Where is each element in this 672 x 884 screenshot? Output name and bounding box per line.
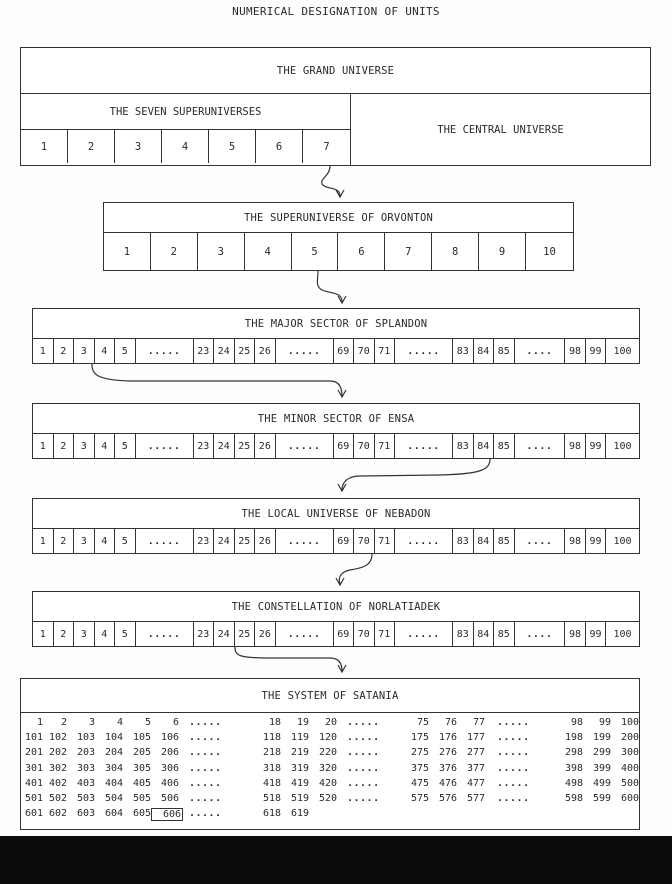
- unit-cell: 71: [375, 622, 396, 646]
- orvonton-cell-2: 2: [151, 233, 198, 270]
- unit-cell: 69: [334, 339, 355, 363]
- unit-cell: 99: [586, 339, 607, 363]
- major-sector-title: THE MAJOR SECTOR OF SPLANDON: [33, 309, 639, 339]
- unit-cell: 26: [255, 339, 276, 363]
- system-number: 4: [116, 717, 123, 728]
- system-number: 403: [76, 777, 95, 789]
- system-number: 20: [324, 717, 337, 728]
- unit-cell: 4: [95, 434, 116, 458]
- arrow-superuniverse-7: [322, 166, 340, 196]
- system-ellipsis: .....: [347, 777, 380, 789]
- system-number: 604: [104, 808, 123, 820]
- unit-cell: 85: [494, 339, 515, 363]
- system-number: 401: [24, 777, 43, 789]
- superuniverse-cell-7: 7: [323, 140, 330, 153]
- system-number: 275: [410, 747, 429, 759]
- system-ellipsis: .....: [497, 762, 530, 774]
- major-sector-box: [32, 308, 640, 364]
- system-number: 503: [76, 793, 95, 804]
- orvonton-cell-10: 10: [543, 245, 556, 258]
- system-number: 375: [410, 762, 429, 774]
- system-number: 198: [564, 732, 583, 744]
- system-number: 376: [438, 762, 457, 774]
- system-box: [20, 678, 640, 830]
- system-number: 3: [88, 717, 95, 728]
- system-number: 477: [466, 777, 485, 789]
- orvonton-cell-8: 8: [432, 233, 479, 270]
- unit-cell: 70: [354, 529, 375, 553]
- system-number: 600: [620, 793, 639, 804]
- arrow-head-1: [336, 190, 344, 197]
- system-number: 520: [318, 793, 337, 804]
- unit-cell: 83: [453, 529, 474, 553]
- system-number: 400: [620, 762, 639, 774]
- arrow-head-3: [338, 390, 346, 397]
- system-ellipsis: .....: [189, 793, 222, 804]
- superuniverse-cell-4: 4: [162, 130, 209, 163]
- unit-cell: 25: [235, 434, 256, 458]
- system-number: 301: [24, 762, 43, 774]
- ellipsis-cell: ....: [515, 529, 566, 553]
- arrow-head-5: [336, 578, 344, 585]
- orvonton-cell-7: 7: [385, 233, 432, 270]
- system-number: 319: [290, 762, 309, 774]
- unit-cell: 84: [474, 529, 495, 553]
- system-ellipsis: .....: [497, 777, 530, 789]
- unit-cell: 71: [375, 434, 396, 458]
- system-number: 499: [592, 777, 611, 789]
- orvonton-cell-4: 4: [245, 233, 292, 270]
- system-number: 119: [290, 732, 309, 744]
- unit-cell: 100: [613, 535, 632, 547]
- unit-cell: 99: [586, 529, 607, 553]
- unit-cell: 24: [214, 529, 235, 553]
- system-number: 206: [160, 747, 179, 759]
- system-number: 302: [48, 762, 67, 774]
- system-ellipsis: .....: [347, 793, 380, 804]
- system-number: 619: [290, 808, 309, 820]
- system-number: 306: [160, 762, 179, 774]
- superuniverses-section: [21, 94, 351, 165]
- system-number: 99: [598, 717, 611, 728]
- ellipsis-cell: .....: [395, 434, 453, 458]
- system-number: 505: [132, 793, 151, 804]
- superuniverses-row: [21, 130, 350, 163]
- system-ellipsis: .....: [189, 808, 222, 820]
- unit-cell: 70: [354, 339, 375, 363]
- unit-cell: 84: [474, 339, 495, 363]
- unit-cell: 69: [334, 434, 355, 458]
- ellipsis-cell: .....: [276, 622, 334, 646]
- central-universe-label: THE CENTRAL UNIVERSE: [437, 123, 564, 136]
- system-number: 398: [564, 762, 583, 774]
- unit-cell: 2: [54, 622, 75, 646]
- system-number: 599: [592, 793, 611, 804]
- constellation-title: THE CONSTELLATION OF NORLATIADEK: [33, 592, 639, 622]
- unit-cell: 4: [95, 622, 116, 646]
- system-number: 18: [268, 717, 281, 728]
- ellipsis-cell: .....: [395, 339, 453, 363]
- system-number: 406: [160, 777, 179, 789]
- system-number: 204: [104, 747, 123, 759]
- ellipsis-cell: .....: [276, 529, 334, 553]
- ellipsis-cell: .....: [136, 339, 194, 363]
- unit-cell: 4: [95, 339, 116, 363]
- orvonton-row: [104, 233, 573, 270]
- unit-cell: 23: [194, 529, 215, 553]
- system-ellipsis: .....: [189, 732, 222, 744]
- system-number: 418: [262, 777, 281, 789]
- ellipsis-cell: ....: [515, 339, 566, 363]
- system-number: 405: [132, 777, 151, 789]
- arrow-head-2: [338, 296, 346, 303]
- unit-cell: 85: [494, 529, 515, 553]
- local-universe-box: [32, 498, 640, 554]
- system-number: 501: [24, 793, 43, 804]
- system-number: 199: [592, 732, 611, 744]
- system-number: 175: [410, 732, 429, 744]
- unit-cell: 3: [74, 339, 95, 363]
- ellipsis-cell: .....: [395, 529, 453, 553]
- minor-sector-title: THE MINOR SECTOR OF ENSA: [33, 404, 639, 434]
- ellipsis-cell: .....: [136, 529, 194, 553]
- unit-cell: 23: [194, 622, 215, 646]
- arrow-head-6: [338, 665, 346, 672]
- arrow-orvonton-5: [317, 271, 342, 302]
- major-sector-row: [33, 339, 639, 363]
- orvonton-cell-5: 5: [292, 233, 339, 270]
- ellipsis-cell: .....: [136, 434, 194, 458]
- system-number: 104: [104, 732, 123, 744]
- unit-cell: 4: [95, 529, 116, 553]
- system-ellipsis: .....: [347, 732, 380, 744]
- unit-cell: 5: [115, 339, 136, 363]
- system-number: 177: [466, 732, 485, 744]
- unit-cell: 24: [214, 622, 235, 646]
- unit-cell: 23: [194, 339, 215, 363]
- unit-cell: 84: [474, 622, 495, 646]
- superuniverses-title: THE SEVEN SUPERUNIVERSES: [21, 94, 350, 130]
- system-ellipsis: .....: [497, 793, 530, 804]
- system-ellipsis: .....: [189, 762, 222, 774]
- system-number: 75: [416, 717, 429, 728]
- system-number: 575: [410, 793, 429, 804]
- unit-cell: 26: [255, 622, 276, 646]
- system-number: 201: [24, 747, 43, 759]
- unit-cell: 71: [375, 529, 396, 553]
- system-number: 100: [620, 717, 639, 728]
- unit-cell: 85: [494, 434, 515, 458]
- system-number: 118: [262, 732, 281, 744]
- unit-cell: 98: [565, 622, 586, 646]
- system-number: 498: [564, 777, 583, 789]
- system-number: 103: [76, 732, 95, 744]
- unit-cell: 99: [586, 622, 607, 646]
- system-number: 603: [76, 808, 95, 820]
- unit-cell: 71: [375, 339, 396, 363]
- arrow-head-4: [338, 484, 346, 491]
- system-number: 476: [438, 777, 457, 789]
- unit-cell: 100: [613, 440, 632, 452]
- unit-cell: 5: [115, 434, 136, 458]
- system-number: 303: [76, 762, 95, 774]
- system-number: 419: [290, 777, 309, 789]
- ellipsis-cell: ....: [515, 622, 566, 646]
- system-number: 500: [620, 777, 639, 789]
- system-number: 506: [160, 793, 179, 804]
- system-number: 220: [318, 747, 337, 759]
- system-ellipsis: .....: [497, 747, 530, 759]
- system-number: 504: [104, 793, 123, 804]
- system-ellipsis: .....: [347, 762, 380, 774]
- system-number: 105: [132, 732, 151, 744]
- system-number: 304: [104, 762, 123, 774]
- arrow-major-3: [92, 364, 342, 396]
- system-number: 300: [620, 747, 639, 759]
- unit-cell: 5: [115, 622, 136, 646]
- constellation-row: [33, 622, 639, 646]
- local-universe-title: THE LOCAL UNIVERSE OF NEBADON: [33, 499, 639, 529]
- highlighted-system-number: 606: [151, 808, 183, 821]
- system-number: 402: [48, 777, 67, 789]
- unit-cell: 23: [194, 434, 215, 458]
- unit-cell: 98: [565, 434, 586, 458]
- system-number: 318: [262, 762, 281, 774]
- unit-cell: 83: [453, 622, 474, 646]
- unit-cell: 99: [586, 434, 607, 458]
- ellipsis-cell: ....: [515, 434, 566, 458]
- unit-cell: 3: [74, 622, 95, 646]
- system-number: 404: [104, 777, 123, 789]
- unit-cell: 5: [115, 529, 136, 553]
- superuniverse-cell-3: 3: [115, 130, 162, 163]
- orvonton-cell-9: 9: [479, 233, 526, 270]
- system-number: 618: [262, 808, 281, 820]
- unit-cell: 24: [214, 434, 235, 458]
- system-number: 298: [564, 747, 583, 759]
- orvonton-cell-1: 1: [104, 233, 151, 270]
- unit-cell: 85: [494, 622, 515, 646]
- superuniverse-cell-6: 6: [256, 130, 303, 163]
- system-number: 420: [318, 777, 337, 789]
- unit-cell: 98: [565, 339, 586, 363]
- unit-cell: 3: [74, 434, 95, 458]
- system-number: 377: [466, 762, 485, 774]
- system-grid: [21, 713, 639, 829]
- arrow-const-24: [235, 647, 342, 671]
- system-ellipsis: .....: [189, 717, 222, 728]
- grand-universe-box: [20, 47, 651, 166]
- arrow-minor-84: [342, 459, 490, 490]
- unit-cell: 98: [565, 529, 586, 553]
- unit-cell: 25: [235, 339, 256, 363]
- minor-sector-box: [32, 403, 640, 459]
- system-number: 277: [466, 747, 485, 759]
- system-number: 320: [318, 762, 337, 774]
- unit-cell: 100: [613, 628, 632, 640]
- system-number: 305: [132, 762, 151, 774]
- system-number: 1: [36, 717, 43, 728]
- system-title: THE SYSTEM OF SATANIA: [21, 679, 639, 713]
- system-number: 605: [132, 808, 151, 820]
- system-number: 299: [592, 747, 611, 759]
- system-number: 601: [24, 808, 43, 820]
- local-universe-row: [33, 529, 639, 553]
- system-ellipsis: .....: [189, 747, 222, 759]
- unit-cell: 2: [54, 339, 75, 363]
- superuniverse-cell-2: 2: [68, 130, 115, 163]
- system-number: 502: [48, 793, 67, 804]
- system-number: 399: [592, 762, 611, 774]
- unit-cell: 69: [334, 529, 355, 553]
- system-number: 576: [438, 793, 457, 804]
- system-number: 98: [570, 717, 583, 728]
- unit-cell: 26: [255, 434, 276, 458]
- unit-cell: 83: [453, 339, 474, 363]
- superuniverse-cell-5: 5: [209, 130, 256, 163]
- system-ellipsis: .....: [497, 717, 530, 728]
- unit-cell: 83: [453, 434, 474, 458]
- black-bottom-band: [0, 836, 672, 884]
- system-number: 101: [24, 732, 43, 744]
- system-number: 518: [262, 793, 281, 804]
- system-number: 577: [466, 793, 485, 804]
- unit-cell: 24: [214, 339, 235, 363]
- system-number: 5: [144, 717, 151, 728]
- ellipsis-cell: .....: [276, 339, 334, 363]
- orvonton-cell-3: 3: [198, 233, 245, 270]
- system-number: 202: [48, 747, 67, 759]
- system-number: 19: [296, 717, 309, 728]
- orvonton-title: THE SUPERUNIVERSE OF ORVONTON: [104, 203, 573, 233]
- unit-cell: 1: [33, 622, 54, 646]
- unit-cell: 1: [33, 529, 54, 553]
- minor-sector-row: [33, 434, 639, 458]
- ellipsis-cell: .....: [136, 622, 194, 646]
- unit-cell: 2: [54, 434, 75, 458]
- unit-cell: 1: [33, 434, 54, 458]
- system-number: 200: [620, 732, 639, 744]
- system-ellipsis: .....: [189, 777, 222, 789]
- system-number: 77: [472, 717, 485, 728]
- unit-cell: 1: [33, 339, 54, 363]
- system-number: 519: [290, 793, 309, 804]
- system-number: 218: [262, 747, 281, 759]
- system-number: 176: [438, 732, 457, 744]
- unit-cell: 3: [74, 529, 95, 553]
- page-title: NUMERICAL DESIGNATION OF UNITS: [232, 5, 440, 18]
- system-number: 475: [410, 777, 429, 789]
- unit-cell: 70: [354, 622, 375, 646]
- grand-universe-title: THE GRAND UNIVERSE: [21, 48, 650, 94]
- unit-cell: 100: [613, 345, 632, 357]
- unit-cell: 26: [255, 529, 276, 553]
- system-number: 276: [438, 747, 457, 759]
- system-ellipsis: .....: [497, 732, 530, 744]
- unit-cell: 69: [334, 622, 355, 646]
- ellipsis-cell: .....: [276, 434, 334, 458]
- system-ellipsis: .....: [347, 717, 380, 728]
- system-ellipsis: .....: [347, 747, 380, 759]
- system-number: 203: [76, 747, 95, 759]
- superuniverse-cell-1: 1: [21, 130, 68, 163]
- system-number: 219: [290, 747, 309, 759]
- ellipsis-cell: .....: [395, 622, 453, 646]
- unit-cell: 25: [235, 622, 256, 646]
- system-number: 205: [132, 747, 151, 759]
- system-number: 120: [318, 732, 337, 744]
- constellation-box: [32, 591, 640, 647]
- unit-cell: 84: [474, 434, 495, 458]
- system-number: 602: [48, 808, 67, 820]
- system-number: 2: [60, 717, 67, 728]
- system-number: 6: [172, 717, 179, 728]
- orvonton-cell-6: 6: [338, 233, 385, 270]
- unit-cell: 25: [235, 529, 256, 553]
- system-number: 106: [160, 732, 179, 744]
- unit-cell: 70: [354, 434, 375, 458]
- orvonton-box: [103, 202, 574, 271]
- arrow-local-70: [339, 554, 372, 584]
- system-number: 598: [564, 793, 583, 804]
- system-number: 102: [48, 732, 67, 744]
- system-number: 76: [444, 717, 457, 728]
- unit-cell: 2: [54, 529, 75, 553]
